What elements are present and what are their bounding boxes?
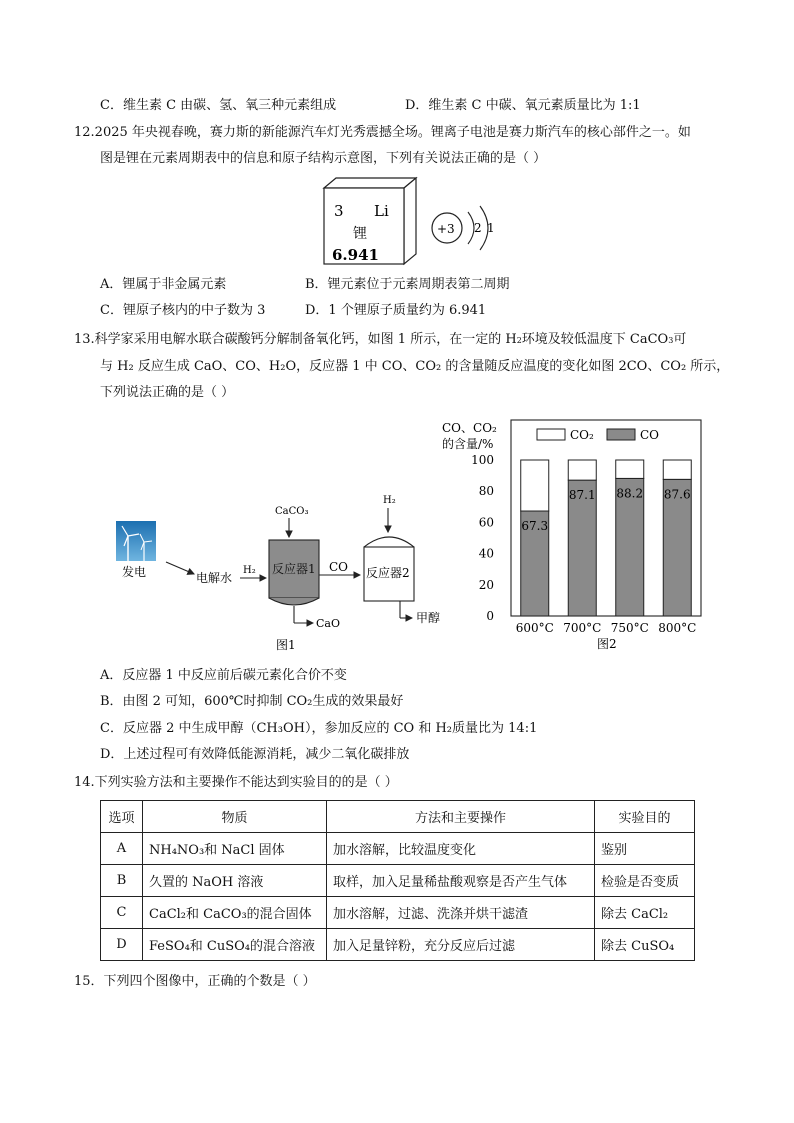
element-name: 锂 xyxy=(353,226,367,242)
caco3-label: CaCO₃ xyxy=(275,506,309,517)
bar-co2 xyxy=(521,460,549,511)
cell-purpose: 除去 CaCl₂ xyxy=(595,897,695,929)
cell-purpose: 鉴别 xyxy=(595,833,695,865)
header-purpose: 实验目的 xyxy=(595,801,695,833)
x-tick-label: 750°C xyxy=(610,621,649,635)
h2-label: H₂ xyxy=(243,565,256,576)
cell-method: 加水溶解，过滤、洗涤并烘干滤渣 xyxy=(327,897,595,929)
q13-stem-line2: 与 H₂ 反应生成 CaO、CO、H₂O，反应器 1 中 CO、CO₂ 的含量随反应温度的变化如图 2CO、CO₂ 所示， xyxy=(100,359,730,374)
y-tick-label: 80 xyxy=(478,484,494,499)
q13-option-b: B．由图 2 可知，600℃时抑制 CO₂生成的效果最好 xyxy=(100,694,404,709)
cell-option: C xyxy=(101,897,143,929)
q13-option-d: D．上述过程可有效降低能源消耗，减少二氧化碳排放 xyxy=(100,747,410,762)
q12-stem-line1: 12.2025 年央视春晚，赛力斯的新能源汽车灯光秀震撼全场。锂离子电池是赛力斯汽车的核心部件之一。如 xyxy=(74,125,691,140)
fig2-caption: 图2 xyxy=(597,637,617,651)
legend-label-co2: CO₂ xyxy=(570,428,594,442)
cell-substance: FeSO₄和 CuSO₄的混合溶液 xyxy=(143,929,327,961)
x-tick-label: 700°C xyxy=(563,621,602,635)
nucleus-charge: +3 xyxy=(437,222,455,236)
q12-stem-line2: 图是锂在元素周期表中的信息和原子结构示意图，下列有关说法正确的是（ ） xyxy=(100,151,547,166)
y-tick-label: 0 xyxy=(486,609,494,623)
q13-option-c: C．反应器 2 中生成甲醇（CH₃OH），参加反应的 CO 和 H₂质量比为 14:1 xyxy=(100,721,538,736)
legend-swatch-co2 xyxy=(537,429,565,440)
bar-data-label: 88.2 xyxy=(616,486,644,501)
q13-option-a: A．反应器 1 中反应前后碳元素化合价不变 xyxy=(100,668,347,683)
q13-stem-line1: 13.科学家采用电解水联合碳酸钙分解制备氧化钙，如图 1 所示，在一定的 H2环境及较低温度下 CaCO3可 xyxy=(74,332,687,347)
bar-co2 xyxy=(616,460,644,478)
x-tick-label: 600°C xyxy=(515,621,554,635)
q15-stem: 15．下列四个图像中，正确的个数是（ ） xyxy=(74,974,316,989)
periodic-table-cell xyxy=(324,178,416,264)
reactor2-label: 反应器2 xyxy=(366,566,410,580)
shell1-electrons: 2 xyxy=(474,221,482,235)
lithium-figure xyxy=(310,176,510,268)
reactor-2 xyxy=(364,537,414,601)
y-tick-label: 20 xyxy=(478,577,494,592)
legend-swatch-co xyxy=(607,429,635,440)
y-tick-label: 100 xyxy=(471,453,494,467)
atomic-mass: 6.941 xyxy=(332,246,379,264)
wind-power-image xyxy=(116,521,156,561)
stacked-bar-chart-fig2 xyxy=(436,418,716,656)
experiment-table xyxy=(100,800,695,961)
chart-ylabel-line1: CO、CO₂ xyxy=(442,421,497,435)
q11-option-c: C．维生素 C 由碳、氢、氧三种元素组成 xyxy=(100,98,337,113)
table-header-row xyxy=(101,801,695,833)
cell-substance: 久置的 NaOH 溶液 xyxy=(143,865,327,897)
cell-substance: NH₄NO₃和 NaCl 固体 xyxy=(143,833,327,865)
y-tick-label: 40 xyxy=(478,546,494,561)
bar-data-label: 87.6 xyxy=(663,487,691,502)
q13-stem-line3: 下列说法正确的是（ ） xyxy=(100,385,235,400)
cell-substance: CaCl₂和 CaCO₃的混合固体 xyxy=(143,897,327,929)
cell-option: B xyxy=(101,865,143,897)
element-symbol: Li xyxy=(374,202,389,220)
q12-option-d: D．1 个锂原子质量约为 6.941 xyxy=(305,303,487,318)
reactor1-label: 反应器1 xyxy=(272,562,316,576)
electrolysis-label: 电解水 xyxy=(196,571,233,585)
q12-option-c: C．锂原子核内的中子数为 3 xyxy=(100,303,266,318)
table-row xyxy=(101,929,695,961)
table-row xyxy=(101,897,695,929)
bar-co2 xyxy=(663,460,691,479)
x-tick-label: 800°C xyxy=(658,621,697,635)
table-row xyxy=(101,865,695,897)
shell2-electrons: 1 xyxy=(487,221,495,235)
q12-option-b: B．锂元素位于元素周期表第二周期 xyxy=(305,277,510,292)
q14-stem: 14.下列实验方法和主要操作不能达到实验目的的是（ ） xyxy=(74,775,398,790)
bar-data-label: 87.1 xyxy=(568,488,596,503)
power-label: 发电 xyxy=(122,565,147,579)
process-diagram-fig1 xyxy=(110,490,460,660)
bar-co2 xyxy=(568,460,596,480)
header-option: 选项 xyxy=(101,801,143,833)
reactor-1 xyxy=(269,540,319,605)
q12-option-a: A．锂属于非金属元素 xyxy=(100,277,227,292)
h2-top-label: H₂ xyxy=(383,495,396,506)
legend-label-co: CO xyxy=(640,428,660,442)
chart-ylabel-line2: 的含量/% xyxy=(442,437,494,451)
atomic-number: 3 xyxy=(334,202,344,220)
cell-method: 加入足量锌粉，充分反应后过滤 xyxy=(327,929,595,961)
cao-label: CaO xyxy=(316,617,340,630)
q11-option-d: D．维生素 C 中碳、氧元素质量比为 1:1 xyxy=(405,98,641,113)
bar-data-label: 67.3 xyxy=(521,519,549,534)
header-substance: 物质 xyxy=(143,801,327,833)
cell-purpose: 除去 CuSO₄ xyxy=(595,929,695,961)
atomic-structure-diagram xyxy=(432,206,495,250)
cell-option: A xyxy=(101,833,143,865)
cell-method: 加水溶解，比较温度变化 xyxy=(327,833,595,865)
y-tick-label: 60 xyxy=(478,515,494,530)
cell-purpose: 检验是否变质 xyxy=(595,865,695,897)
fig1-caption: 图1 xyxy=(276,638,296,652)
methanol-label: 甲醇 xyxy=(416,611,441,625)
cell-option: D xyxy=(101,929,143,961)
co-label: CO xyxy=(329,560,349,574)
cell-method: 取样，加入足量稀盐酸观察是否产生气体 xyxy=(327,865,595,897)
table-row xyxy=(101,833,695,865)
header-method: 方法和主要操作 xyxy=(327,801,595,833)
